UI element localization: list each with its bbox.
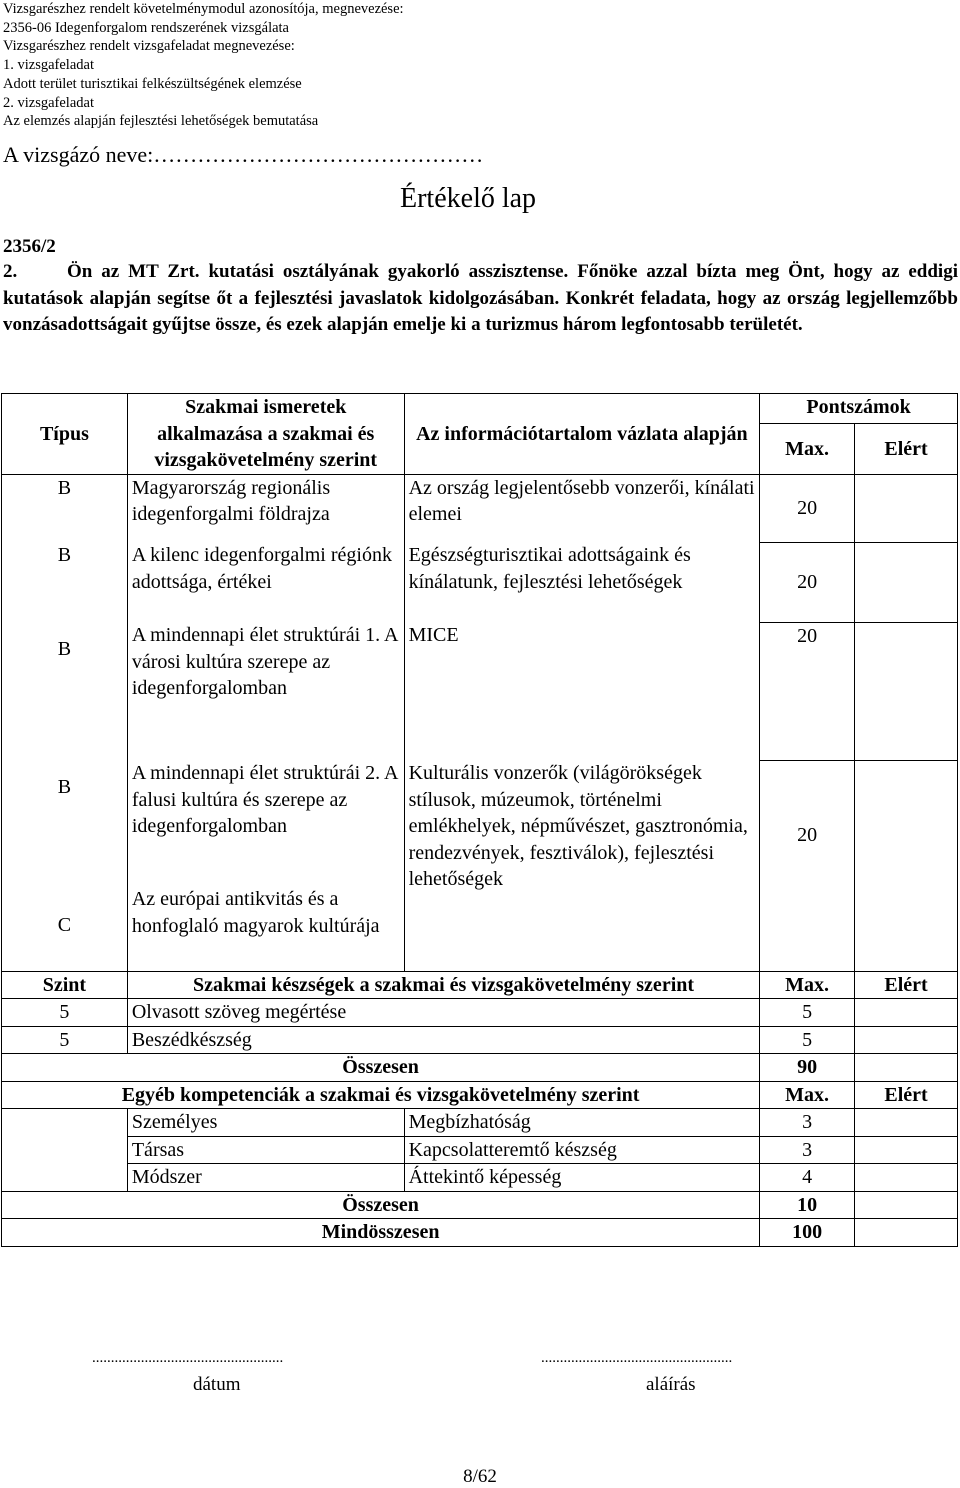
col-type-header: Típus bbox=[2, 394, 128, 475]
competency-name-cell: Kapcsolatteremtő készség bbox=[404, 1136, 760, 1164]
task-text: Ön az MT Zrt. kutatási osztályának gyakorló asszisztense. Főnöke azzal bízta meg Önt, hogy az eddigi kutatások alapján segítse őt a fejlesztési javaslatok kidolgozásában. Konkrét feladata, hogy az ország legjellemzőbb vonzásadottságait gyűjtse össze, és ezek alapján emelje ki a turizmus három legfontosabb területét. bbox=[3, 261, 958, 335]
page-title: Értékelő lap bbox=[400, 183, 537, 214]
achieved-cell[interactable] bbox=[855, 1136, 958, 1164]
max-cell: 20 bbox=[760, 622, 855, 760]
total-row bbox=[2, 1191, 958, 1219]
level-cell: 5 bbox=[2, 999, 128, 1027]
table-row bbox=[2, 999, 958, 1027]
type-cell: B bbox=[2, 622, 128, 760]
header-line: Vizsgarészhez rendelt követelménymodul azonosítója, megnevezése: bbox=[3, 1, 404, 17]
date-label: dátum bbox=[193, 1374, 241, 1395]
table-row bbox=[2, 1026, 958, 1054]
header-line: 2. vizsgafeladat bbox=[3, 94, 94, 111]
competency-group-cell: Személyes bbox=[127, 1109, 404, 1137]
type-cell: C bbox=[2, 886, 128, 971]
page-number: 8/62 bbox=[463, 1466, 497, 1487]
date-dots: ................................................... bbox=[92, 1350, 284, 1366]
type-cell: B bbox=[2, 760, 128, 886]
max-cell: 3 bbox=[760, 1109, 855, 1137]
achieved-cell[interactable] bbox=[855, 622, 958, 760]
knowledge-cell: A kilenc idegenforgalmi régiónk adottsága, értékei bbox=[127, 542, 404, 622]
achieved-cell[interactable] bbox=[855, 1164, 958, 1192]
header-block bbox=[3, 0, 404, 131]
col-points-header: Pontszámok bbox=[760, 394, 958, 424]
type-cell: B bbox=[2, 474, 128, 542]
grand-total-max: 100 bbox=[760, 1219, 855, 1247]
achieved-cell[interactable] bbox=[855, 1219, 958, 1247]
total-label: Összesen bbox=[2, 1054, 760, 1082]
signature-label: aláírás bbox=[646, 1374, 696, 1395]
info-cell: Egészségturisztikai adottságaink és kínálatunk, fejlesztési lehetőségek bbox=[404, 542, 760, 622]
competency-group-cell: Társas bbox=[127, 1136, 404, 1164]
achieved-cell[interactable] bbox=[855, 542, 958, 622]
info-cell: Az ország legjelentősebb vonzerői, kínálati elemei bbox=[404, 474, 760, 542]
max-cell: 3 bbox=[760, 1136, 855, 1164]
level-cell: 5 bbox=[2, 1026, 128, 1054]
table-row bbox=[2, 622, 958, 760]
competency-name-cell: Megbízhatóság bbox=[404, 1109, 760, 1137]
grand-total-row bbox=[2, 1219, 958, 1247]
achieved-cell[interactable] bbox=[855, 1026, 958, 1054]
achieved-cell[interactable] bbox=[855, 1109, 958, 1137]
table-row bbox=[2, 1164, 958, 1192]
max-cell: 4 bbox=[760, 1164, 855, 1192]
table-row bbox=[2, 474, 958, 542]
col-info-header: Az információtartalom vázlata alapján bbox=[404, 394, 760, 475]
max-cell: 20 bbox=[760, 542, 855, 622]
competency-name-cell: Áttekintő képesség bbox=[404, 1164, 760, 1192]
exam-code: 2356/2 bbox=[3, 236, 56, 257]
max-cell: 20 bbox=[760, 760, 855, 971]
max-header: Max. bbox=[760, 1081, 855, 1109]
skill-name-cell: Beszédkészség bbox=[127, 1026, 759, 1054]
header-line: Adott terület turisztikai felkészültségének elemzése bbox=[3, 75, 302, 92]
achieved-header: Elért bbox=[855, 971, 958, 999]
type-cell: B bbox=[2, 542, 128, 622]
header-line: Az elemzés alapján fejlesztési lehetőségek bemutatása bbox=[3, 113, 319, 130]
header-line: Vizsgarészhez rendelt vizsgafeladat megnevezése: bbox=[3, 38, 295, 55]
signature-dots: ................................................... bbox=[541, 1350, 733, 1366]
competency-group-cell: Módszer bbox=[127, 1164, 404, 1192]
task-description bbox=[3, 259, 958, 339]
achieved-cell[interactable] bbox=[855, 760, 958, 971]
achieved-cell[interactable] bbox=[855, 999, 958, 1027]
achieved-cell[interactable] bbox=[855, 474, 958, 542]
total-label: Összesen bbox=[2, 1191, 760, 1219]
total-max: 90 bbox=[760, 1054, 855, 1082]
level-header: Szint bbox=[2, 971, 128, 999]
header-line: 1. vizsgafeladat bbox=[3, 57, 94, 74]
table-row bbox=[2, 760, 958, 886]
max-header: Max. bbox=[760, 971, 855, 999]
col-max-header: Max. bbox=[760, 424, 855, 474]
knowledge-cell: Az európai antikvitás és a honfoglaló magyarok kultúrája bbox=[127, 886, 404, 971]
skills-header: Szakmai készségek a szakmai és vizsgakövetelmény szerint bbox=[127, 971, 759, 999]
task-number: 2. bbox=[3, 261, 18, 282]
knowledge-cell: Magyarország regionális idegenforgalmi földrajza bbox=[127, 474, 404, 542]
max-cell: 5 bbox=[760, 999, 855, 1027]
info-cell: Kulturális vonzerők (világörökségek stílusok, múzeumok, történelmi emlékhelyek, népművészet, gasztronómia, rendezvények, fesztiválok), fejlesztési lehetőségek bbox=[404, 760, 760, 971]
skills-header-row bbox=[2, 971, 958, 999]
col-achieved-header: Elért bbox=[855, 424, 958, 474]
competency-header: Egyéb kompetenciák a szakmai és vizsgakövetelmény szerint bbox=[2, 1081, 760, 1109]
competency-header-row bbox=[2, 1081, 958, 1109]
achieved-cell[interactable] bbox=[855, 1191, 958, 1219]
table-row bbox=[2, 1136, 958, 1164]
knowledge-cell: A mindennapi élet struktúrái 1. A városi kultúra szerepe az idegenforgalomban bbox=[127, 622, 404, 760]
achieved-header: Elért bbox=[855, 1081, 958, 1109]
table-row bbox=[2, 1109, 958, 1137]
header-line: 2356-06 Idegenforgalom rendszerének vizsgálata bbox=[3, 19, 289, 36]
achieved-cell[interactable] bbox=[855, 1054, 958, 1082]
skill-name-cell: Olvasott szöveg megértése bbox=[127, 999, 759, 1027]
max-cell: 5 bbox=[760, 1026, 855, 1054]
total-row bbox=[2, 1054, 958, 1082]
candidate-name-field: A vizsgázó neve:……………………………………… bbox=[3, 142, 484, 167]
grand-total-label: Mindösszesen bbox=[2, 1219, 760, 1247]
evaluation-table bbox=[1, 393, 958, 1247]
total-max: 10 bbox=[760, 1191, 855, 1219]
max-cell: 20 bbox=[760, 474, 855, 542]
knowledge-cell: A mindennapi élet struktúrái 2. A falusi kultúra és szerepe az idegenforgalomban bbox=[127, 760, 404, 886]
info-cell: MICE bbox=[404, 622, 760, 760]
col-knowledge-header: Szakmai ismeretek alkalmazása a szakmai és vizsgakövetelmény szerint bbox=[127, 394, 404, 475]
table-row bbox=[2, 542, 958, 622]
